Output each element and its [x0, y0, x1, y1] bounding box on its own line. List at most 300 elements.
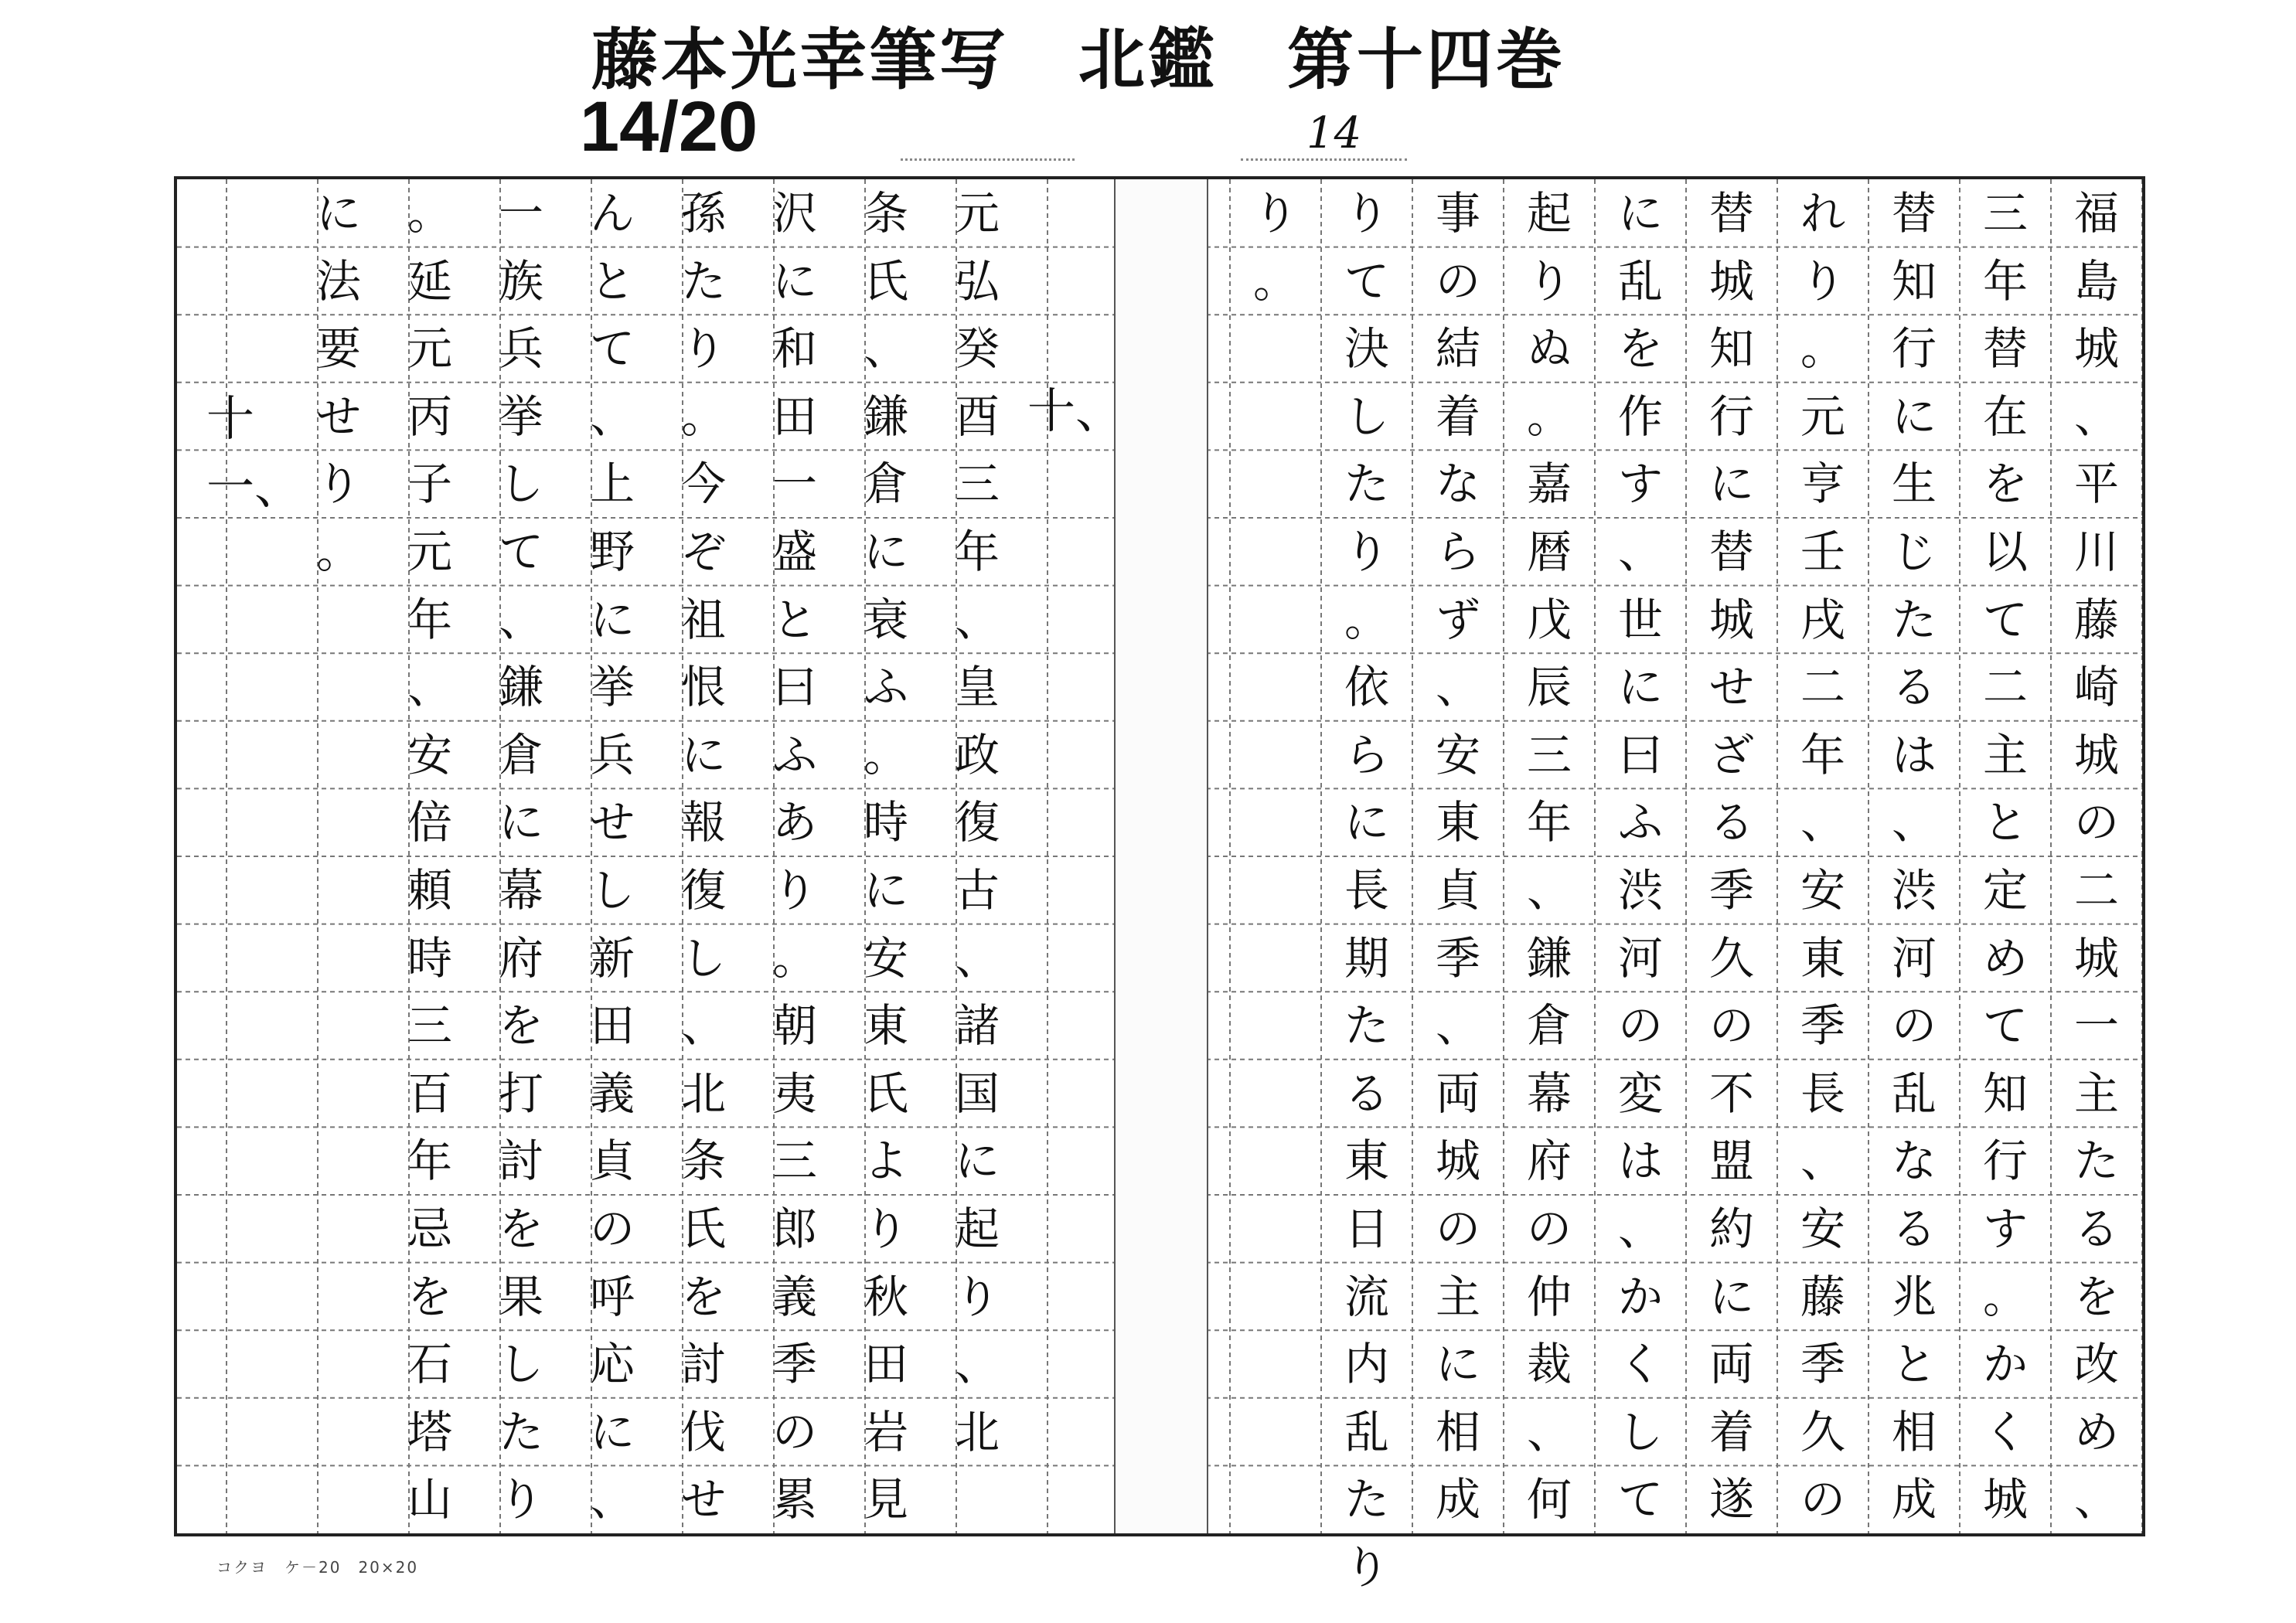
manuscript-char: 河 [1891, 931, 1937, 985]
manuscript-char: て [498, 526, 543, 578]
manuscript-char: 川 [2073, 526, 2119, 578]
manuscript-char: 府 [498, 931, 543, 985]
manuscript-char: 島 [2073, 254, 2119, 308]
manuscript-char: せ [680, 1473, 726, 1526]
manuscript-char: か [1617, 1270, 1663, 1323]
manuscript-char: 延 [407, 254, 452, 308]
manuscript-char: た [1344, 1473, 1389, 1526]
manuscript-char: 二 [1982, 661, 2028, 714]
manuscript-char: 、 [1526, 864, 1572, 917]
manuscript-char: を [680, 1270, 726, 1323]
manuscript-char: 替 [1708, 187, 1754, 240]
manuscript-char: 北 [954, 1405, 1000, 1458]
manuscript-char: 、 [589, 390, 635, 443]
manuscript-char: 忌 [407, 1203, 452, 1255]
manuscript-char: ら [1435, 526, 1480, 578]
manuscript-char: に [863, 864, 908, 917]
manuscript-char: 戊 [1526, 593, 1572, 646]
manuscript-char: 法 [315, 254, 361, 308]
handwritten-page-number: 14 [1306, 108, 1362, 158]
manuscript-char: の [772, 1405, 817, 1458]
manuscript-char: と [589, 254, 635, 308]
manuscript-char: 三 [1982, 187, 2028, 240]
manuscript-char: 、 [1891, 796, 1937, 849]
manuscript-char: し [498, 458, 543, 511]
manuscript-char: 今 [680, 458, 726, 511]
manuscript-char: 両 [1435, 1067, 1480, 1120]
manuscript-char: せ [589, 796, 635, 849]
paper-brand-note: コクヨ ケ－20 20×20 [216, 1558, 419, 1577]
manuscript-char: 相 [1435, 1405, 1480, 1458]
manuscript-char: 丙 [407, 390, 452, 443]
manuscript-char: 不 [1708, 1067, 1754, 1120]
manuscript-char: 鎌 [498, 661, 543, 714]
manuscript-char: 。 [1982, 1270, 2028, 1323]
manuscript-char: 打 [498, 1067, 543, 1120]
manuscript-char: 貞 [589, 1135, 635, 1188]
manuscript-char: 知 [1891, 254, 1937, 308]
manuscript-char: せ [315, 390, 361, 443]
manuscript-char: 三 [954, 458, 1000, 511]
manuscript-char: に [1708, 1270, 1754, 1323]
manuscript-char: 氏 [863, 254, 908, 308]
manuscript-char: り [498, 1473, 543, 1526]
manuscript-char: 、 [1526, 1405, 1572, 1458]
manuscript-char: は [1617, 1135, 1663, 1188]
manuscript-char: ず [1435, 593, 1480, 646]
manuscript-char: せ [1708, 661, 1754, 714]
manuscript-char: 討 [498, 1135, 543, 1188]
manuscript-char: て [1617, 1473, 1663, 1526]
manuscript-char: の [589, 1203, 635, 1255]
manuscript-char: 伐 [680, 1405, 726, 1458]
manuscript-char: 着 [1435, 390, 1480, 443]
manuscript-char: 流 [1344, 1270, 1389, 1323]
manuscript-char: 累 [772, 1473, 817, 1526]
manuscript-char: 城 [1708, 254, 1754, 308]
manuscript-char: 結 [1435, 322, 1480, 376]
manuscript-char: を [1617, 322, 1663, 376]
manuscript-char: た [1344, 999, 1389, 1053]
manuscript-char: 幕 [498, 864, 543, 917]
manuscript-char: 報 [680, 796, 726, 849]
manuscript-char: の [1800, 1473, 1845, 1526]
manuscript-char: 元 [954, 187, 1000, 240]
manuscript-char: り [1344, 187, 1389, 240]
manuscript-char: 。 [1252, 254, 1298, 308]
manuscript-char: 、 [1617, 1203, 1663, 1255]
manuscript-char: り [1344, 1541, 1389, 1594]
manuscript-char: 要 [315, 322, 361, 376]
manuscript-char: ざ [1708, 728, 1754, 781]
manuscript-char: 、 [954, 931, 1000, 985]
manuscript-char: 。 [680, 390, 726, 443]
manuscript-char: 、 [863, 322, 908, 376]
manuscript-char: 安 [1435, 728, 1480, 781]
manuscript-char: 、 [407, 661, 452, 714]
manuscript-char: ふ [863, 661, 908, 714]
manuscript-char: 変 [1617, 1067, 1663, 1120]
manuscript-char: 改 [2073, 1338, 2119, 1391]
manuscript-char: 作 [1617, 390, 1663, 443]
manuscript-char: 国 [954, 1067, 1000, 1120]
manuscript-char: 倉 [863, 458, 908, 511]
manuscript-char: 渋 [1891, 864, 1937, 917]
manuscript-char: り [1526, 254, 1572, 308]
manuscript-char: 時 [407, 931, 452, 985]
manuscript-char: 在 [1982, 390, 2028, 443]
manuscript-char: 古 [954, 864, 1000, 917]
manuscript-char: 頼 [407, 864, 452, 917]
manuscript-char: に [1708, 458, 1754, 511]
manuscript-char: 季 [772, 1338, 817, 1391]
manuscript-char: 年 [1800, 728, 1845, 781]
manuscript-char: 。 [1800, 322, 1845, 376]
manuscript-char: 元 [407, 322, 452, 376]
manuscript-char: 藤 [1800, 1270, 1845, 1323]
manuscript-char: た [2073, 1135, 2119, 1188]
manuscript-char: り [1344, 526, 1389, 578]
manuscript-char: 行 [1708, 390, 1754, 443]
manuscript-char: 元 [1800, 390, 1845, 443]
section-label-ten: 十、 [1027, 383, 1124, 439]
manuscript-char: て [1982, 999, 2028, 1053]
manuscript-char: り [1252, 187, 1298, 240]
manuscript-char: 期 [1344, 931, 1389, 985]
manuscript-char: く [1617, 1338, 1663, 1391]
manuscript-char: 季 [1435, 931, 1480, 985]
manuscript-char: 、 [2073, 1473, 2119, 1526]
manuscript-char: 義 [589, 1067, 635, 1120]
manuscript-char: 城 [2073, 322, 2119, 376]
manuscript-char: 世 [1617, 593, 1663, 646]
manuscript-char: の [1435, 254, 1480, 308]
manuscript-char: 恨 [680, 661, 726, 714]
manuscript-char: 条 [863, 187, 908, 240]
manuscript-char: 両 [1708, 1338, 1754, 1391]
manuscript-char: 藤 [2073, 593, 2119, 646]
manuscript-char: 日 [1344, 1203, 1389, 1255]
manuscript-char: 兵 [589, 728, 635, 781]
manuscript-char: 岩 [863, 1405, 908, 1458]
manuscript-char: と [772, 593, 817, 646]
manuscript-char: め [2073, 1405, 2119, 1458]
manuscript-char: り [772, 864, 817, 917]
manuscript-char: 長 [1344, 864, 1389, 917]
manuscript-char: 渋 [1617, 864, 1663, 917]
manuscript-char: 替 [1708, 526, 1754, 578]
manuscript-char: 元 [407, 526, 452, 578]
manuscript-char: く [1982, 1405, 2028, 1458]
manuscript-char: 乱 [1344, 1405, 1389, 1458]
manuscript-char: 。 [772, 931, 817, 985]
manuscript-char: 塔 [407, 1405, 452, 1458]
manuscript-char: 年 [1526, 796, 1572, 849]
manuscript-char: 起 [1526, 187, 1572, 240]
manuscript-char: か [1982, 1338, 2028, 1391]
manuscript-char: 田 [772, 390, 817, 443]
manuscript-char: 氏 [863, 1067, 908, 1120]
manuscript-char: 相 [1891, 1405, 1937, 1458]
manuscript-char: 久 [1800, 1405, 1845, 1458]
manuscript-char: し [589, 864, 635, 917]
manuscript-char: 替 [1891, 187, 1937, 240]
manuscript-char: 倉 [498, 728, 543, 781]
manuscript-char: 、 [1800, 1135, 1845, 1188]
manuscript-char: な [1891, 1135, 1937, 1188]
manuscript-char: 。 [407, 187, 452, 240]
manuscript-char: 季 [1800, 999, 1845, 1053]
page-title: 藤本光幸筆写 北鑑 第十四巻 [591, 22, 1565, 99]
manuscript-char: 二 [2073, 864, 2119, 917]
manuscript-char: 知 [1708, 322, 1754, 376]
page-number-dotted-line-left [901, 158, 1075, 161]
manuscript-char: る [2073, 1203, 2119, 1255]
manuscript-char: 安 [1800, 1203, 1845, 1255]
manuscript-char: 討 [680, 1338, 726, 1391]
manuscript-char: の [1435, 1203, 1480, 1255]
manuscript-char: 定 [1982, 864, 2028, 917]
manuscript-char: 何 [1526, 1473, 1572, 1526]
manuscript-char: ふ [772, 728, 817, 781]
manuscript-char: 、 [1800, 796, 1845, 849]
manuscript-char: 知 [1982, 1067, 2028, 1120]
manuscript-char: た [680, 254, 726, 308]
manuscript-char: 子 [407, 458, 452, 511]
manuscript-char: 一 [772, 458, 817, 511]
manuscript-char: と [1891, 1338, 1937, 1391]
manuscript-char: 依 [1344, 661, 1389, 714]
manuscript-char: 野 [589, 526, 635, 578]
manuscript-char: に [680, 728, 726, 781]
manuscript-char: よ [863, 1135, 908, 1188]
manuscript-char: 仲 [1526, 1270, 1572, 1323]
manuscript-char: 生 [1891, 458, 1937, 511]
manuscript-char: 東 [863, 999, 908, 1053]
manuscript-char: 安 [863, 931, 908, 985]
manuscript-char: 河 [1617, 931, 1663, 985]
manuscript-char: 決 [1344, 322, 1389, 376]
manuscript-char: 挙 [589, 661, 635, 714]
manuscript-char: じ [1891, 526, 1937, 578]
manuscript-char: 暦 [1526, 526, 1572, 578]
manuscript-char: 挙 [498, 390, 543, 443]
manuscript-char: を [407, 1270, 452, 1323]
manuscript-char: ら [1344, 728, 1389, 781]
manuscript-char: 義 [772, 1270, 817, 1323]
manuscript-char: 裁 [1526, 1338, 1572, 1391]
manuscript-char: 。 [1526, 390, 1572, 443]
manuscript-char: の [2073, 796, 2119, 849]
manuscript-char: 行 [1891, 322, 1937, 376]
manuscript-char: す [1982, 1203, 2028, 1255]
manuscript-char: 東 [1435, 796, 1480, 849]
manuscript-char: 皇 [954, 661, 1000, 714]
manuscript-char: 年 [407, 593, 452, 646]
manuscript-char: は [1891, 728, 1937, 781]
manuscript-char: の [1617, 999, 1663, 1053]
manuscript-char: る [1708, 796, 1754, 849]
manuscript-char: 遂 [1708, 1473, 1754, 1526]
manuscript-char: 城 [2073, 728, 2119, 781]
manuscript-char: て [1344, 254, 1389, 308]
manuscript-char: 嘉 [1526, 458, 1572, 511]
manuscript-char: の [1891, 999, 1937, 1053]
manuscript-border [174, 176, 2145, 1536]
manuscript-char: 平 [2073, 458, 2119, 511]
manuscript-char: 。 [315, 526, 361, 578]
manuscript-char: を [498, 999, 543, 1053]
manuscript-char: 果 [498, 1270, 543, 1323]
manuscript-char: を [1982, 458, 2028, 511]
manuscript-char: た [1344, 458, 1389, 511]
manuscript-char: 族 [498, 254, 543, 308]
manuscript-char: を [498, 1203, 543, 1255]
manuscript-char: 城 [2073, 931, 2119, 985]
manuscript-char: 上 [589, 458, 635, 511]
manuscript-char: 盟 [1708, 1135, 1754, 1188]
manuscript-char: 乱 [1891, 1067, 1937, 1120]
manuscript-char: 郎 [772, 1203, 817, 1255]
manuscript-char: を [2073, 1270, 2119, 1323]
manuscript-char: 倍 [407, 796, 452, 849]
manuscript-char: に [1617, 187, 1663, 240]
manuscript-char: 鎌 [863, 390, 908, 443]
section-label-eleven: 十一、 [206, 390, 303, 515]
manuscript-char: 、 [1435, 999, 1480, 1053]
manuscript-char: 夷 [772, 1067, 817, 1120]
manuscript-char: 東 [1344, 1135, 1389, 1188]
manuscript-char: 復 [680, 864, 726, 917]
page-number-dotted-line-right [1241, 158, 1407, 161]
manuscript-char: 見 [863, 1473, 908, 1526]
manuscript-char: し [498, 1338, 543, 1391]
manuscript-char: 、 [1435, 661, 1480, 714]
manuscript-char: に [315, 187, 361, 240]
page-counter: 14/20 [580, 87, 758, 166]
manuscript-char: 替 [1982, 322, 2028, 376]
manuscript-char: 、 [2073, 390, 2119, 443]
manuscript-char: り [1800, 254, 1845, 308]
manuscript-char: 季 [1800, 1338, 1845, 1391]
manuscript-char: 辰 [1526, 661, 1572, 714]
manuscript-char: 福 [2073, 187, 2119, 240]
manuscript-char: 弘 [954, 254, 1000, 308]
manuscript-char: し [1344, 390, 1389, 443]
manuscript-char: 政 [954, 728, 1000, 781]
manuscript-char: 、 [498, 593, 543, 646]
manuscript-char: 戌 [1800, 593, 1845, 646]
manuscript-char: て [589, 322, 635, 376]
manuscript-char: 着 [1708, 1405, 1754, 1458]
manuscript-char: に [589, 1405, 635, 1458]
manuscript-char: 衰 [863, 593, 908, 646]
manuscript-char: 三 [772, 1135, 817, 1188]
manuscript-char: 安 [407, 728, 452, 781]
manuscript-char: る [1344, 1067, 1389, 1120]
manuscript-char: 。 [1344, 593, 1389, 646]
manuscript-char: 崎 [2073, 661, 2119, 714]
manuscript-char: 、 [954, 593, 1000, 646]
manuscript-char: 乱 [1617, 254, 1663, 308]
manuscript-char: 亨 [1800, 458, 1845, 511]
manuscript-char: 秋 [863, 1270, 908, 1323]
manuscript-char: 呼 [589, 1270, 635, 1323]
manuscript-char: 氏 [680, 1203, 726, 1255]
manuscript-char: 新 [589, 931, 635, 985]
manuscript-char: 城 [1435, 1135, 1480, 1188]
manuscript-char: め [1982, 931, 2028, 985]
manuscript-char: た [498, 1405, 543, 1458]
manuscript-char: 行 [1982, 1135, 2028, 1188]
manuscript-char: 壬 [1800, 526, 1845, 578]
manuscript-char: 、 [589, 1473, 635, 1526]
manuscript-char: 癸 [954, 322, 1000, 376]
manuscript-char: 季 [1708, 864, 1754, 917]
manuscript-char: 時 [863, 796, 908, 849]
manuscript-char: 長 [1800, 1067, 1845, 1120]
manuscript-char: 安 [1800, 864, 1845, 917]
manuscript-char: り [315, 458, 361, 511]
manuscript-char: に [1435, 1338, 1480, 1391]
manuscript-char: り [680, 322, 726, 376]
manuscript-char: 復 [954, 796, 1000, 849]
manuscript-char: 二 [1800, 661, 1845, 714]
manuscript-char: 石 [407, 1338, 452, 1391]
manuscript-char: 三 [407, 999, 452, 1053]
manuscript-char: に [772, 254, 817, 308]
manuscript-char: 鎌 [1526, 931, 1572, 985]
manuscript-char: な [1435, 458, 1480, 511]
manuscript-char: 幕 [1526, 1067, 1572, 1120]
manuscript-char: 曰 [1617, 728, 1663, 781]
manuscript-char: 年 [407, 1135, 452, 1188]
manuscript-char: 、 [954, 1338, 1000, 1391]
manuscript-char: ぬ [1526, 322, 1572, 376]
manuscript-char: に [1617, 661, 1663, 714]
manuscript-char: 内 [1344, 1338, 1389, 1391]
manuscript-char: 沢 [772, 187, 817, 240]
manuscript-char: ぞ [680, 526, 726, 578]
manuscript-char: て [1982, 593, 2028, 646]
manuscript-char: に [589, 593, 635, 646]
manuscript-char: 久 [1708, 931, 1754, 985]
manuscript-char: 百 [407, 1067, 452, 1120]
manuscript-char: た [1891, 593, 1937, 646]
manuscript-char: に [1344, 796, 1389, 849]
manuscript-char: 応 [589, 1338, 635, 1391]
manuscript-char: 起 [954, 1203, 1000, 1255]
manuscript-char: の [1526, 1203, 1572, 1255]
manuscript-char: し [1617, 1405, 1663, 1458]
manuscript-char: 。 [863, 728, 908, 781]
manuscript-char: 主 [2073, 1067, 2119, 1120]
manuscript-char: ふ [1617, 796, 1663, 849]
manuscript-char: 田 [863, 1338, 908, 1391]
manuscript-char: 条 [680, 1135, 726, 1188]
manuscript-char: 兆 [1891, 1270, 1937, 1323]
manuscript-char: 三 [1526, 728, 1572, 781]
manuscript-char: 酉 [954, 390, 1000, 443]
manuscript-char: と [1982, 796, 2028, 849]
manuscript-char: 盛 [772, 526, 817, 578]
manuscript-char: に [498, 796, 543, 849]
manuscript-char: 東 [1800, 931, 1845, 985]
manuscript-char: 、 [680, 999, 726, 1053]
manuscript-char: 倉 [1526, 999, 1572, 1053]
manuscript-char: ん [589, 187, 635, 240]
manuscript-char: 孫 [680, 187, 726, 240]
